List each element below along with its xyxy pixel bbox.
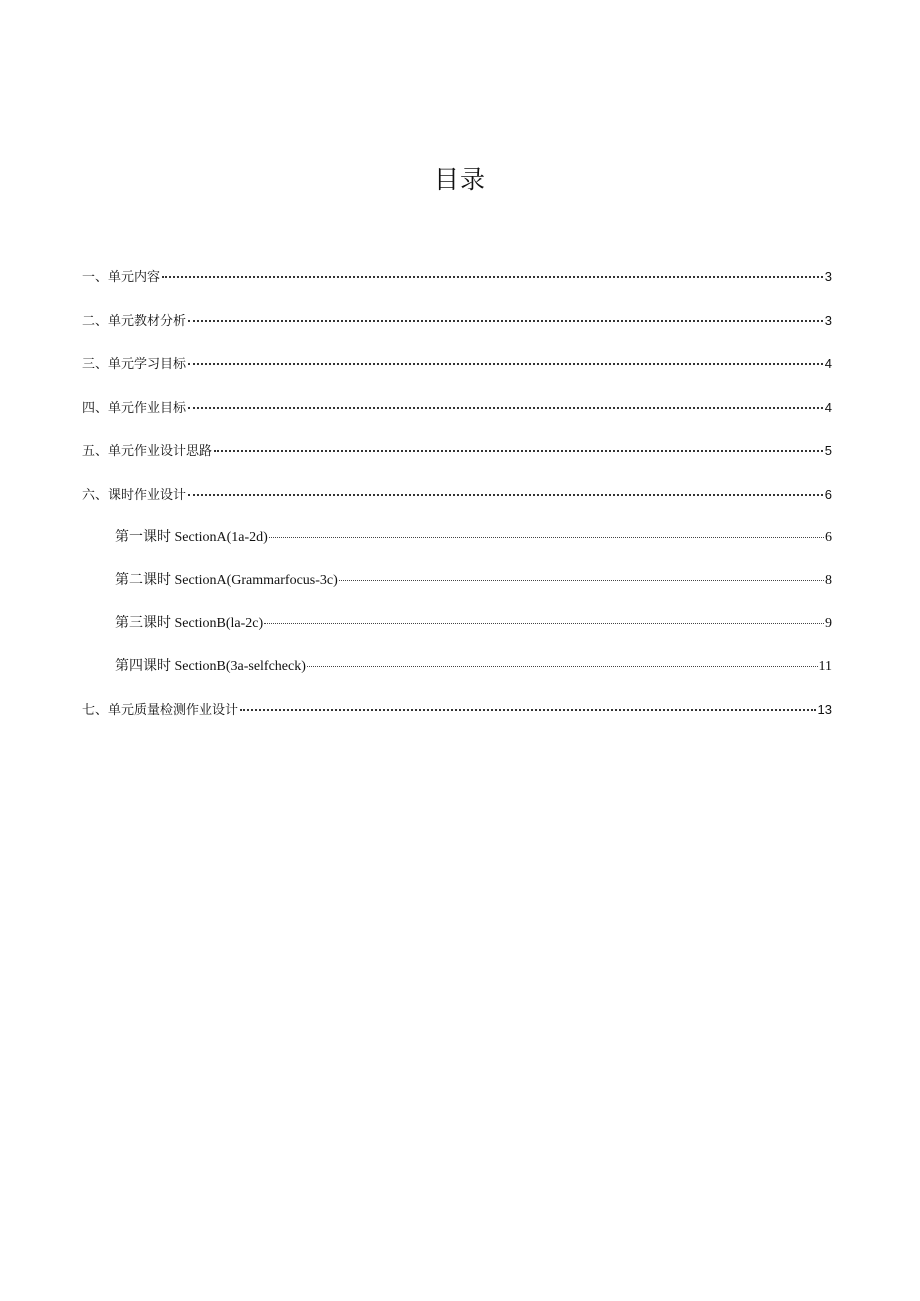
toc-entry[interactable] <box>82 397 832 419</box>
toc-dot-leader <box>269 527 824 538</box>
toc-subentry[interactable] <box>115 613 832 635</box>
toc-page-number: 3 <box>824 269 832 284</box>
toc-dot-leader <box>162 266 823 278</box>
toc-page-number: 11 <box>818 659 832 674</box>
toc-page-number: 8 <box>825 573 832 588</box>
toc-dot-leader <box>264 613 824 624</box>
toc-entry-label: 五、单元作业设计思路 <box>82 444 213 459</box>
toc-entry-label: 第一课时 SectionA(1a-2d) <box>115 530 268 545</box>
toc-page-number: 3 <box>824 313 832 328</box>
toc-entry-label: 第二课时 SectionA(Grammarfocus-3c) <box>115 573 338 588</box>
toc-entry[interactable] <box>82 699 832 721</box>
toc-entry-label: 三、单元学习目标 <box>82 357 187 372</box>
toc-dot-leader <box>240 699 816 711</box>
toc-dot-leader <box>339 570 824 581</box>
toc-page-number: 4 <box>824 356 832 371</box>
toc-entry-label: 第四课时 SectionB(3a-selfcheck) <box>115 659 306 674</box>
toc-page-number: 13 <box>817 702 832 717</box>
toc-entry-label: 第三课时 SectionB(la-2c) <box>115 616 264 631</box>
toc-page-number: 6 <box>825 530 832 545</box>
toc-dot-leader <box>188 353 823 365</box>
page-title: 目录 <box>433 165 486 194</box>
toc-entry[interactable] <box>82 310 832 332</box>
toc-entry-label: 二、单元教材分析 <box>82 314 187 329</box>
toc-page-number: 6 <box>824 487 832 502</box>
toc-subentry[interactable] <box>115 527 832 549</box>
toc-dot-leader <box>214 440 823 452</box>
toc-page-number: 9 <box>825 616 832 631</box>
toc-subentry[interactable] <box>115 656 832 678</box>
toc-entry[interactable] <box>82 484 832 506</box>
toc-entry-label: 一、单元内容 <box>82 270 161 285</box>
toc-entry[interactable] <box>82 440 832 462</box>
toc-entry[interactable] <box>82 353 832 375</box>
toc-dot-leader <box>188 484 823 496</box>
toc-dot-leader <box>307 656 818 667</box>
toc-entry-label: 六、课时作业设计 <box>82 488 187 503</box>
toc-dot-leader <box>188 310 823 322</box>
toc-page-number: 4 <box>824 400 832 415</box>
toc-page-number: 5 <box>824 443 832 458</box>
toc-entry[interactable] <box>82 266 832 288</box>
toc-subentry[interactable] <box>115 570 832 592</box>
toc-entry-label: 七、单元质量检测作业设计 <box>82 703 239 718</box>
toc-dot-leader <box>188 397 823 409</box>
toc-entry-label: 四、单元作业目标 <box>82 401 187 416</box>
